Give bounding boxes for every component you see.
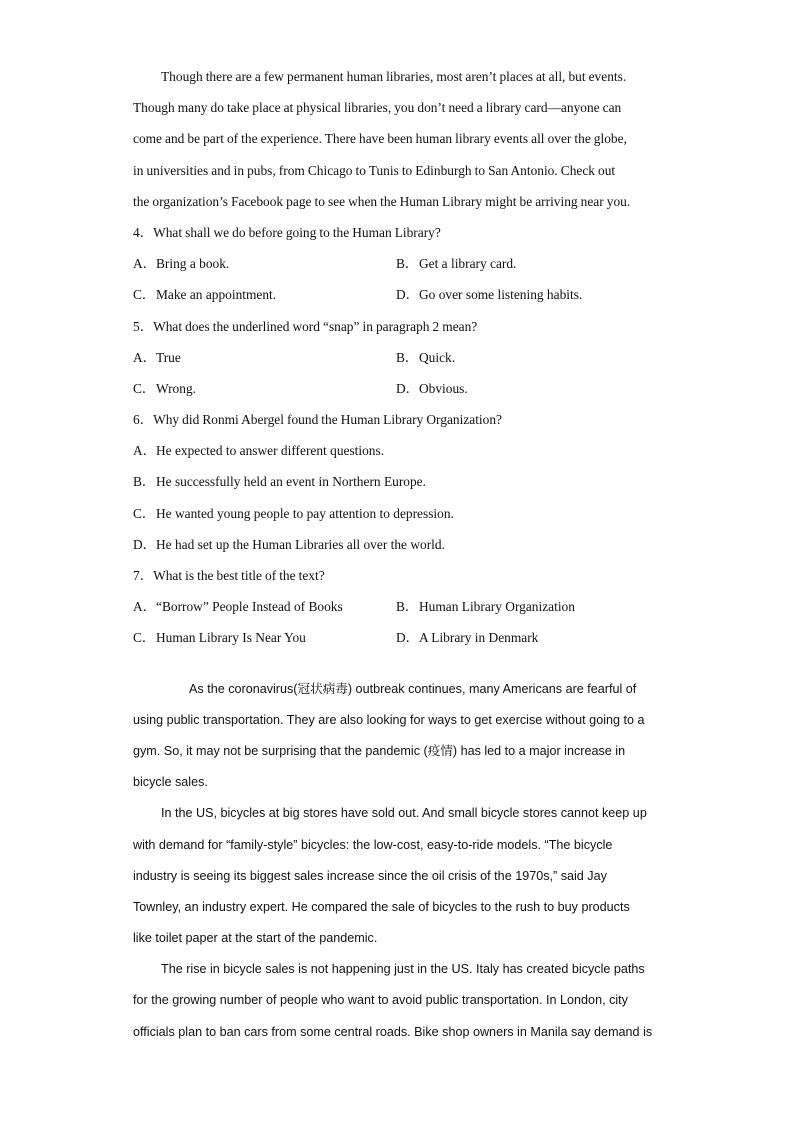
option-row [133,435,659,466]
question-stem: 5．What does the underlined word “snap” in paragraph 2 mean? [133,318,478,334]
passage-2-line: like toilet paper at the start of the pandemic. [133,931,378,946]
option-row [133,373,659,404]
option-a [133,342,396,373]
option-letter: C． [133,505,156,521]
option-c [133,498,659,529]
option-c [133,373,396,404]
option-a [133,248,396,279]
option-letter: C． [133,630,156,646]
option-letter: C． [133,287,156,303]
option-a [133,435,659,466]
option-d [396,622,659,653]
passage-2-line: industry is seeing its biggest sales increase since the oil crisis of the 1970s,” said Jay [133,868,607,883]
passage-2-paragraph-2 [133,798,659,954]
option-letter: D． [133,536,157,552]
option-row [133,622,659,653]
option-letter: A． [133,349,157,365]
passage-2-line: As the coronavirus(冠状病毒) outbreak continues, many Americans are fearful of [189,681,637,696]
document-page [133,61,659,1048]
question-stem: 7．What is the best title of the text? [133,568,325,583]
option-letter: A． [133,256,157,272]
option-letter: D． [396,630,420,646]
passage-2-paragraph-1 [133,674,659,799]
option-d [396,279,659,310]
option-row [133,466,659,497]
option-text: He wanted young people to pay attention to depression. [156,505,454,521]
option-row [133,248,659,279]
passage-2 [133,674,659,1048]
passage-2-line: gym. So, it may not be surprising that the pandemic (疫情) has led to a major increase in [133,743,626,758]
option-b [396,591,659,622]
passage-2-line: The rise in bicycle sales is not happening just in the US. Italy has created bicycle paths [161,962,645,977]
option-d [396,373,659,404]
option-d [133,529,659,560]
option-letter: A． [133,443,157,459]
option-letter: B． [133,474,156,490]
option-a [133,591,396,622]
question-6 [133,404,659,560]
option-b [396,342,659,373]
option-row [133,498,659,529]
option-text: He expected to answer different questions. [156,443,385,459]
option-c [133,622,396,653]
option-text: True [156,349,181,365]
option-row [133,279,659,310]
passage-2-line: officials plan to ban cars from some central roads. Bike shop owners in Manila say demand is [133,1024,653,1039]
passage-1-line: come and be part of the experience. There have been human library events all over the globe, [133,131,627,147]
option-letter: B． [396,256,419,272]
option-text: Obvious. [419,380,468,396]
question-4 [133,217,659,311]
passage-1 [133,61,659,217]
passage-1-line: the organization’s Facebook page to see when the Human Library might be arriving near you. [133,193,631,209]
passage-2-line: bicycle sales. [133,775,208,790]
option-row [133,529,659,560]
section-gap [133,654,659,674]
option-letter: D． [396,380,420,396]
option-letter: D． [396,287,420,303]
option-text: Human Library Organization [419,599,575,615]
question-7 [133,560,659,654]
option-text: Human Library Is Near You [156,630,306,646]
passage-1-line: Though many do take place at physical libraries, you don’t need a library card—anyone can [133,100,622,116]
option-c [133,279,396,310]
passage-2-line: with demand for “family-style” bicycles: the low-cost, easy-to-ride models. “The bicycle [133,837,613,852]
option-b [396,248,659,279]
question-stem: 6．Why did Ronmi Abergel found the Human Library Organization? [133,412,502,428]
passage-2-line: In the US, bicycles at big stores have sold out. And small bicycle stores cannot keep up [161,806,647,821]
option-text: A Library in Denmark [419,630,539,646]
passage-1-line: Though there are a few permanent human libraries, most aren’t places at all, but events. [161,69,627,84]
option-letter: B． [396,599,419,615]
option-text: Get a library card. [419,256,517,272]
passage-2-line: using public transportation. They are also looking for ways to get exercise without going to a [133,712,645,727]
option-b [133,466,659,497]
option-text: He had set up the Human Libraries all over the world. [156,536,445,552]
option-text: “Borrow” People Instead of Books [156,599,343,615]
question-5 [133,311,659,405]
option-row [133,342,659,373]
passage-2-line: Townley, an industry expert. He compared the sale of bicycles to the rush to buy products [133,899,630,914]
option-row [133,591,659,622]
option-letter: A． [133,599,157,615]
option-letter: B． [396,349,419,365]
option-text: Go over some listening habits. [419,287,583,303]
option-text: Make an appointment. [156,287,277,303]
passage-2-paragraph-3 [133,954,659,1048]
option-text: Quick. [419,349,456,365]
option-letter: C． [133,380,156,396]
option-text: Wrong. [156,380,196,396]
option-text: Bring a book. [156,256,230,272]
passage-1-line: in universities and in pubs, from Chicago to Tunis to Edinburgh to San Antonio. Check out [133,162,616,178]
question-stem: 4．What shall we do before going to the Human Library? [133,224,441,240]
option-text: He successfully held an event in Northern Europe. [156,474,426,490]
passage-2-line: for the growing number of people who want to avoid public transportation. In London, city [133,993,628,1008]
